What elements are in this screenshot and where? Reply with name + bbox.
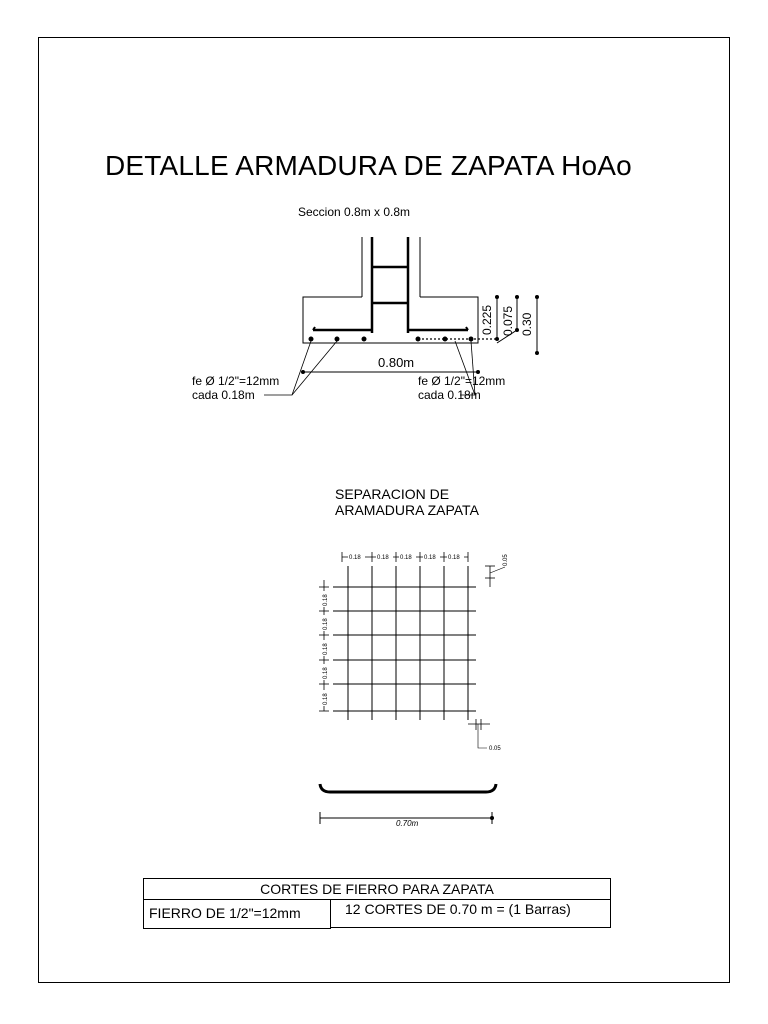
left-spacing-label: 0.18 (323, 618, 329, 630)
left-spacing-label: 0.18 (323, 594, 329, 606)
top-spacing-label: 0.18 (377, 555, 389, 561)
top-spacing-label: 0.18 (400, 555, 412, 561)
top-spacing-label: 0.18 (448, 555, 460, 561)
bar-length-dot (490, 816, 494, 820)
cover-top-label: 0.05 (503, 554, 509, 566)
cuts-table-cut-summary: 12 CORTES DE 0.70 m = (1 Barras) (330, 899, 611, 928)
dim-225-label: 0.225 (480, 304, 494, 335)
grid-title-line2: ARAMADURA ZAPATA (335, 502, 479, 518)
right-note-line1: fe Ø 1/2"=12mm (418, 374, 506, 388)
left-spacing-label: 0.18 (323, 667, 329, 679)
cuts-table-header: CORTES DE FIERRO PARA ZAPATA (143, 878, 611, 900)
right-note-line2: cada 0.18m (418, 388, 481, 402)
cuts-table (143, 878, 611, 930)
left-note-line1: fe Ø 1/2"=12mm (192, 374, 280, 388)
bar-length-label: 0.70m (396, 819, 419, 828)
left-spacing-label: 0.18 (323, 693, 329, 705)
bar-shape (320, 784, 496, 792)
grid-title-line1: SEPARACION DE (335, 486, 450, 502)
dim-width-label: 0.80m (378, 355, 415, 370)
top-spacing-label: 0.18 (424, 555, 436, 561)
dim-030-label: 0.30 (520, 312, 534, 336)
cuts-table-bar-type: FIERRO DE 1/2"=12mm (143, 899, 331, 929)
cover-bottom-label: 0.05 (489, 746, 501, 752)
top-spacing-label: 0.18 (349, 555, 361, 561)
left-spacing-label: 0.18 (323, 643, 329, 655)
drawing-title: DETALLE ARMADURA DE ZAPATA HoAo (105, 150, 632, 181)
dim-075-label: 0.075 (501, 305, 515, 336)
left-note-line2: cada 0.18m (192, 388, 255, 402)
section-label: Seccion 0.8m x 0.8m (298, 205, 411, 219)
